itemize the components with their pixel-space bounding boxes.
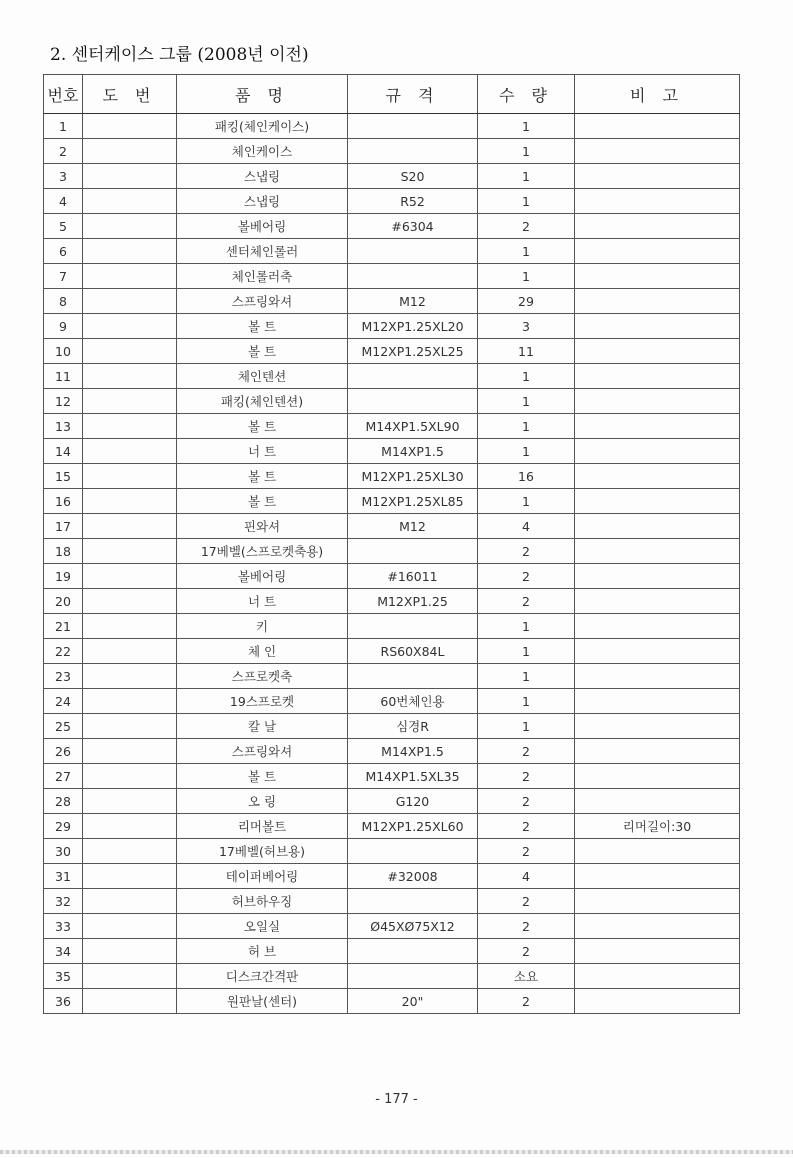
cell-no: 32: [44, 889, 83, 914]
cell-remarks: [575, 639, 740, 664]
table-row: [44, 289, 740, 314]
cell-item-name: 테이퍼베어링: [177, 864, 348, 889]
table-row: [44, 764, 740, 789]
cell-drawing-no: [83, 914, 177, 939]
cell-no: 24: [44, 689, 83, 714]
cell-item-name: 볼 트: [177, 339, 348, 364]
table-row: [44, 564, 740, 589]
cell-drawing-no: [83, 414, 177, 439]
cell-item-name: 체인텐션: [177, 364, 348, 389]
cell-qty: 4: [478, 514, 575, 539]
cell-remarks: [575, 839, 740, 864]
cell-qty: 1: [478, 614, 575, 639]
cell-drawing-no: [83, 614, 177, 639]
cell-item-name: 핀와셔: [177, 514, 348, 539]
cell-drawing-no: [83, 864, 177, 889]
cell-no: 14: [44, 439, 83, 464]
cell-spec: M12XP1.25XL85: [348, 489, 478, 514]
cell-spec: 심경R: [348, 714, 478, 739]
table-row: [44, 339, 740, 364]
cell-remarks: [575, 514, 740, 539]
cell-drawing-no: [83, 264, 177, 289]
cell-qty: 2: [478, 989, 575, 1014]
cell-item-name: 스프링와셔: [177, 289, 348, 314]
table-row: [44, 414, 740, 439]
cell-item-name: 원판날(센터): [177, 989, 348, 1014]
cell-remarks: [575, 989, 740, 1014]
cell-qty: 1: [478, 114, 575, 139]
table-row: [44, 964, 740, 989]
table-row: [44, 714, 740, 739]
cell-drawing-no: [83, 589, 177, 614]
table-row: [44, 839, 740, 864]
table-row: [44, 639, 740, 664]
cell-drawing-no: [83, 739, 177, 764]
cell-spec: G120: [348, 789, 478, 814]
cell-item-name: 오일실: [177, 914, 348, 939]
cell-item-name: 체인케이스: [177, 139, 348, 164]
cell-qty: 4: [478, 864, 575, 889]
cell-drawing-no: [83, 964, 177, 989]
cell-remarks: [575, 964, 740, 989]
cell-drawing-no: [83, 189, 177, 214]
cell-no: 28: [44, 789, 83, 814]
header-spec: 규 격: [348, 75, 478, 114]
cell-no: 21: [44, 614, 83, 639]
table-header-row: [44, 75, 740, 114]
cell-drawing-no: [83, 714, 177, 739]
cell-qty: 1: [478, 239, 575, 264]
cell-drawing-no: [83, 839, 177, 864]
cell-remarks: [575, 914, 740, 939]
header-item-name: 품 명: [177, 75, 348, 114]
cell-remarks: [575, 139, 740, 164]
cell-qty: 1: [478, 714, 575, 739]
cell-spec: M12XP1.25XL30: [348, 464, 478, 489]
cell-remarks: [575, 664, 740, 689]
table-row: [44, 864, 740, 889]
scan-edge-divider: [0, 1150, 793, 1154]
cell-drawing-no: [83, 564, 177, 589]
cell-no: 29: [44, 814, 83, 839]
cell-spec: [348, 939, 478, 964]
cell-item-name: 디스크간격판: [177, 964, 348, 989]
cell-item-name: 19스프로켓: [177, 689, 348, 714]
cell-qty: 1: [478, 189, 575, 214]
cell-no: 12: [44, 389, 83, 414]
cell-spec: M12XP1.25XL25: [348, 339, 478, 364]
cell-spec: RS60X84L: [348, 639, 478, 664]
cell-spec: M12XP1.25XL60: [348, 814, 478, 839]
cell-item-name: 허브하우징: [177, 889, 348, 914]
cell-drawing-no: [83, 514, 177, 539]
cell-item-name: 오 링: [177, 789, 348, 814]
cell-no: 20: [44, 589, 83, 614]
parts-table: [43, 74, 740, 1014]
cell-qty: 29: [478, 289, 575, 314]
cell-spec: M14XP1.5: [348, 439, 478, 464]
cell-remarks: [575, 939, 740, 964]
cell-qty: 2: [478, 739, 575, 764]
cell-spec: [348, 889, 478, 914]
cell-item-name: 허 브: [177, 939, 348, 964]
cell-spec: S20: [348, 164, 478, 189]
cell-drawing-no: [83, 764, 177, 789]
cell-drawing-no: [83, 364, 177, 389]
cell-no: 3: [44, 164, 83, 189]
cell-remarks: [575, 564, 740, 589]
cell-item-name: 볼베어링: [177, 214, 348, 239]
cell-drawing-no: [83, 239, 177, 264]
cell-qty: 2: [478, 839, 575, 864]
cell-no: 2: [44, 139, 83, 164]
cell-drawing-no: [83, 339, 177, 364]
cell-qty: 1: [478, 664, 575, 689]
table-row: [44, 139, 740, 164]
cell-drawing-no: [83, 639, 177, 664]
cell-qty: 1: [478, 639, 575, 664]
cell-remarks: 리머길이:30: [575, 814, 740, 839]
cell-qty: 2: [478, 814, 575, 839]
cell-drawing-no: [83, 139, 177, 164]
cell-item-name: 볼 트: [177, 414, 348, 439]
cell-item-name: 키: [177, 614, 348, 639]
cell-spec: [348, 539, 478, 564]
cell-no: 19: [44, 564, 83, 589]
cell-item-name: 스냅링: [177, 189, 348, 214]
cell-no: 26: [44, 739, 83, 764]
cell-no: 9: [44, 314, 83, 339]
table-row: [44, 314, 740, 339]
cell-no: 13: [44, 414, 83, 439]
table-row: [44, 914, 740, 939]
table-row: [44, 464, 740, 489]
table-row: [44, 489, 740, 514]
cell-no: 18: [44, 539, 83, 564]
cell-spec: [348, 364, 478, 389]
cell-remarks: [575, 539, 740, 564]
table-row: [44, 539, 740, 564]
cell-spec: #6304: [348, 214, 478, 239]
table-row: [44, 939, 740, 964]
cell-spec: #16011: [348, 564, 478, 589]
cell-remarks: [575, 239, 740, 264]
cell-spec: [348, 964, 478, 989]
cell-remarks: [575, 464, 740, 489]
table-row: [44, 689, 740, 714]
cell-qty: 1: [478, 489, 575, 514]
cell-remarks: [575, 439, 740, 464]
cell-item-name: 볼 트: [177, 489, 348, 514]
cell-qty: 2: [478, 914, 575, 939]
table-row: [44, 364, 740, 389]
cell-qty: 3: [478, 314, 575, 339]
table-row: [44, 189, 740, 214]
cell-spec: M12XP1.25: [348, 589, 478, 614]
cell-remarks: [575, 889, 740, 914]
cell-no: 34: [44, 939, 83, 964]
cell-remarks: [575, 739, 740, 764]
header-drawing-no: 도 번: [83, 75, 177, 114]
cell-drawing-no: [83, 689, 177, 714]
cell-spec: [348, 114, 478, 139]
cell-no: 25: [44, 714, 83, 739]
table-row: [44, 814, 740, 839]
table-row: [44, 514, 740, 539]
cell-drawing-no: [83, 439, 177, 464]
cell-remarks: [575, 214, 740, 239]
cell-qty: 11: [478, 339, 575, 364]
cell-remarks: [575, 114, 740, 139]
cell-spec: [348, 139, 478, 164]
cell-remarks: [575, 689, 740, 714]
cell-drawing-no: [83, 664, 177, 689]
cell-item-name: 스프링와셔: [177, 739, 348, 764]
table-row: [44, 589, 740, 614]
cell-qty: 2: [478, 789, 575, 814]
table-row: [44, 989, 740, 1014]
cell-spec: M12: [348, 514, 478, 539]
header-remarks: 비 고: [575, 75, 740, 114]
cell-remarks: [575, 364, 740, 389]
cell-item-name: 17베벨(스프로켓축용): [177, 539, 348, 564]
cell-drawing-no: [83, 464, 177, 489]
cell-remarks: [575, 289, 740, 314]
cell-item-name: 너 트: [177, 589, 348, 614]
cell-qty: 1: [478, 439, 575, 464]
cell-item-name: 너 트: [177, 439, 348, 464]
cell-no: 8: [44, 289, 83, 314]
page-title: 2. 센터케이스 그룹 (2008년 이전): [50, 45, 309, 65]
cell-no: 22: [44, 639, 83, 664]
cell-qty: 1: [478, 689, 575, 714]
cell-qty: 1: [478, 139, 575, 164]
cell-spec: #32008: [348, 864, 478, 889]
cell-no: 17: [44, 514, 83, 539]
cell-remarks: [575, 489, 740, 514]
table-body: [44, 114, 740, 1014]
cell-spec: R52: [348, 189, 478, 214]
header-no: 번호: [44, 75, 83, 114]
cell-no: 23: [44, 664, 83, 689]
cell-spec: [348, 264, 478, 289]
cell-item-name: 17베벨(허브용): [177, 839, 348, 864]
cell-qty: 2: [478, 589, 575, 614]
cell-no: 15: [44, 464, 83, 489]
cell-spec: [348, 839, 478, 864]
cell-item-name: 패킹(체인텐션): [177, 389, 348, 414]
cell-no: 1: [44, 114, 83, 139]
cell-remarks: [575, 314, 740, 339]
cell-qty: 16: [478, 464, 575, 489]
cell-no: 10: [44, 339, 83, 364]
cell-spec: [348, 614, 478, 639]
cell-item-name: 체 인: [177, 639, 348, 664]
table-row: [44, 214, 740, 239]
cell-qty: 소요: [478, 964, 575, 989]
cell-remarks: [575, 164, 740, 189]
cell-drawing-no: [83, 939, 177, 964]
cell-qty: 1: [478, 364, 575, 389]
table-row: [44, 239, 740, 264]
cell-remarks: [575, 614, 740, 639]
cell-no: 6: [44, 239, 83, 264]
cell-qty: 2: [478, 564, 575, 589]
cell-item-name: 볼베어링: [177, 564, 348, 589]
table-row: [44, 164, 740, 189]
cell-qty: 1: [478, 414, 575, 439]
cell-no: 33: [44, 914, 83, 939]
cell-qty: 2: [478, 539, 575, 564]
cell-qty: 2: [478, 889, 575, 914]
table-row: [44, 889, 740, 914]
cell-qty: 1: [478, 164, 575, 189]
table-row: [44, 439, 740, 464]
table-row: [44, 739, 740, 764]
cell-no: 31: [44, 864, 83, 889]
cell-qty: 1: [478, 389, 575, 414]
cell-item-name: 센터체인롤러: [177, 239, 348, 264]
cell-item-name: 볼 트: [177, 764, 348, 789]
cell-qty: 1: [478, 264, 575, 289]
table-row: [44, 614, 740, 639]
cell-remarks: [575, 589, 740, 614]
cell-drawing-no: [83, 489, 177, 514]
cell-drawing-no: [83, 814, 177, 839]
cell-no: 35: [44, 964, 83, 989]
table-row: [44, 264, 740, 289]
page-number: - 177 -: [375, 1092, 418, 1107]
cell-drawing-no: [83, 214, 177, 239]
cell-drawing-no: [83, 539, 177, 564]
cell-remarks: [575, 714, 740, 739]
cell-no: 5: [44, 214, 83, 239]
cell-item-name: 스프로켓축: [177, 664, 348, 689]
cell-remarks: [575, 389, 740, 414]
cell-spec: [348, 664, 478, 689]
cell-qty: 2: [478, 214, 575, 239]
cell-drawing-no: [83, 389, 177, 414]
cell-no: 16: [44, 489, 83, 514]
cell-drawing-no: [83, 314, 177, 339]
cell-spec: 20": [348, 989, 478, 1014]
cell-remarks: [575, 339, 740, 364]
cell-drawing-no: [83, 989, 177, 1014]
cell-spec: M14XP1.5XL90: [348, 414, 478, 439]
cell-item-name: 칼 날: [177, 714, 348, 739]
table-row: [44, 114, 740, 139]
cell-drawing-no: [83, 164, 177, 189]
cell-item-name: 스냅링: [177, 164, 348, 189]
table-row: [44, 389, 740, 414]
cell-remarks: [575, 764, 740, 789]
cell-no: 27: [44, 764, 83, 789]
cell-drawing-no: [83, 289, 177, 314]
cell-remarks: [575, 264, 740, 289]
cell-spec: M12XP1.25XL20: [348, 314, 478, 339]
cell-drawing-no: [83, 889, 177, 914]
cell-drawing-no: [83, 789, 177, 814]
cell-item-name: 볼 트: [177, 464, 348, 489]
cell-item-name: 체인롤러축: [177, 264, 348, 289]
cell-no: 36: [44, 989, 83, 1014]
cell-remarks: [575, 189, 740, 214]
cell-remarks: [575, 414, 740, 439]
cell-item-name: 볼 트: [177, 314, 348, 339]
cell-item-name: 리머볼트: [177, 814, 348, 839]
cell-drawing-no: [83, 114, 177, 139]
cell-spec: M12: [348, 289, 478, 314]
cell-spec: [348, 239, 478, 264]
cell-spec: Ø45XØ75X12: [348, 914, 478, 939]
cell-spec: 60번체인용: [348, 689, 478, 714]
cell-item-name: 패킹(체인케이스): [177, 114, 348, 139]
cell-remarks: [575, 789, 740, 814]
cell-spec: M14XP1.5: [348, 739, 478, 764]
cell-no: 11: [44, 364, 83, 389]
cell-no: 4: [44, 189, 83, 214]
table-row: [44, 789, 740, 814]
cell-no: 7: [44, 264, 83, 289]
header-qty: 수 량: [478, 75, 575, 114]
cell-qty: 2: [478, 764, 575, 789]
cell-no: 30: [44, 839, 83, 864]
cell-spec: [348, 389, 478, 414]
cell-remarks: [575, 864, 740, 889]
cell-qty: 2: [478, 939, 575, 964]
cell-spec: M14XP1.5XL35: [348, 764, 478, 789]
table-row: [44, 664, 740, 689]
